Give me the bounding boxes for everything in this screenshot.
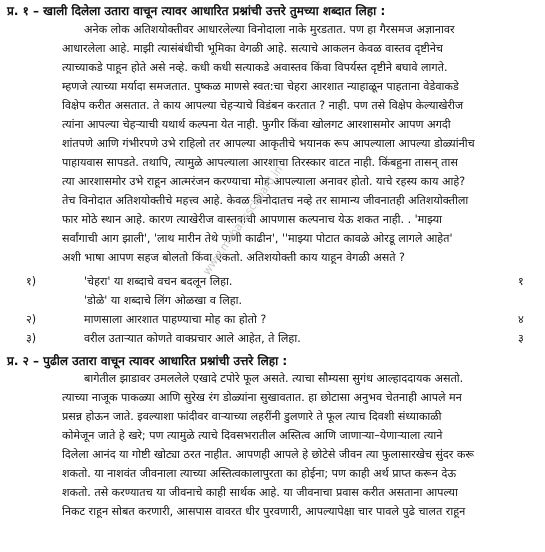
passage-1-line: त्याच्याकडे पाहून होते असे नव्हे. कधी कधी सत्याकडे अवास्तव किंवा विपर्यस्त दृष्टीने बघावे लागते. bbox=[62, 61, 448, 74]
passage-1-line: आधारलेला आहे. माझी त्यासंबंधीची भूमिका वेगळी आहे. सत्याचे आकलन केवळ वास्तव दृष्टीनेच bbox=[62, 42, 443, 55]
passage-1-line: म्हणजे त्याच्या मर्यादा समजतात. पुष्कळ माणसे स्वत:चा चेहरा आरशात न्याहाळून पाहताना वेडेवाकडे bbox=[62, 80, 459, 93]
passage-1-line: अशी भाषा आपण सहज बोलतो किंवा ऐकतो. अतिशयोक्ती काय याहून वेगळी असते ? bbox=[62, 251, 405, 264]
passage-1-line: विक्षेप करीत असतात. ते काय आपल्या चेहऱ्याचे विडंबन करतात ? नाही. पण तसे विक्षेप केल्याखेरीज bbox=[62, 99, 464, 112]
question-text: 'डोळे' या शब्दाचे लिंग ओळखा व लिहा. bbox=[84, 294, 243, 307]
question-number: १) bbox=[25, 275, 37, 288]
question-marks: ३ bbox=[518, 332, 524, 345]
passage-2-line: निकट राहून सोबत करणारी, आसपास वावरत धीर पुरवणारी, आपल्यापेक्षा चार पावले पुढे चालत राहून bbox=[62, 505, 466, 518]
passage-1-line: शांतपणे आणि गंभीरपणे उभे राहिलो तर आपल्या आकृतीचे भयानक रूप आपल्याला आपल्या डोळ्यांनीच bbox=[62, 137, 475, 150]
passage-1-line: त्या आरशासमोर उभे राहून आत्मरंजन करण्याचा मोह आपल्याला अनावर होतो. याचे रहस्य काय आहे? bbox=[62, 175, 466, 188]
passage-1-line: सर्वांगाची आग झाली', 'लाथ मारीन तेथे पाणी काढीन', ''माझ्या पोटात कावळे ओरडू लागले आहेत' bbox=[62, 232, 453, 245]
section-2-heading: प्र. २ – पुढील उतारा वाचून त्यावर आधारित प्रश्नांची उत्तरे लिहा : bbox=[7, 354, 288, 368]
passage-2-line: प्रसन्न होऊन जाते. इवल्याशा फांदीवर वाऱ्याच्या लहरींनी डुलणारे ते फूल त्याच दिवशी संध्याकाळी bbox=[62, 410, 442, 423]
passage-2-line: त्याच्या नाजूक पाकळ्या आणि सुरेख रंग डोळ्यांना सुखावतात. हा छोटासा अनुभव चेतनाही आपले मन bbox=[62, 391, 462, 404]
passage-2-line: शकतो. तसे करण्यातच या जीवनाचे काही सार्थक आहे. या जीवनाचा प्रवास करीत असताना आपल्या bbox=[62, 486, 458, 499]
question-text: 'चेहरा' या शब्दाचे वचन बदलून लिहा. bbox=[84, 275, 233, 288]
passage-1-line: तेच विनोदात अतिशयोक्तीचे महत्त्व आहे. केवळ विनोदातच नव्हे तर सामान्य जीवनातही अतिशयोक्तीला bbox=[62, 194, 469, 207]
question-text: वरील उताऱ्यात कोणते वाक्प्रचार आले आहेत, ते लिहा. bbox=[84, 332, 301, 345]
question-marks: ४ bbox=[518, 313, 524, 326]
passage-2-line: शकतो. या नाशवंत जीवनाला त्याच्या अस्तित्वकालापुरता का होईना; पण काही अर्थ प्राप्त करून देऊ bbox=[62, 467, 457, 480]
passage-1-line: त्यांना आपल्या चेहऱ्याची यथार्थ कल्पना येत नाही. फुगीर किंवा खोलगट आरशासमोर आपण अगदी bbox=[62, 118, 451, 131]
section-1-heading: प्र. १ – खाली दिलेला उतारा वाचून त्यावर आधारित प्रश्नांची उत्तरे तुमच्या शब्दात लिहा : bbox=[7, 4, 386, 18]
watermark: www.mahahsscboard.in bbox=[200, 163, 286, 278]
passage-1-line: पाहायवास सापडते. तथापि, त्यामुळे आपल्याला आरशाचा तिरस्कार वाटत नाही. किंबहुना तासन्‌ तास bbox=[62, 156, 458, 169]
question-marks: १ bbox=[518, 275, 524, 288]
question-number: २) bbox=[25, 313, 37, 326]
passage-2-line: कोमेजून जाते हे खरे; पण त्यामुळे त्याचे दिवसभरातील अस्तित्व आणि जाणाऱ्या–येणाऱ्याला त्याने bbox=[62, 429, 443, 442]
question-number: ३) bbox=[25, 332, 37, 345]
passage-1-line: अनेक लोक अतिशयोक्तीवर आधारलेल्या विनोदाला नाके मुरडतात. पण हा गैरसमज अज्ञानावर bbox=[84, 23, 455, 36]
passage-2-line: दिलेला आनंद या गोष्टी खोट्या ठरत नाहीत. आपणही आपले हे छोटेसे जीवन त्या फुलासारखेच सुंदर करू bbox=[62, 448, 474, 461]
passage-2-line: बागेतील झाडावर उमललेले एखादे टपोरे फूल असते. त्याचा सौम्यसा सुगंध आल्हाददायक असतो. bbox=[84, 372, 464, 385]
question-text: माणसाला आरशात पाहण्याचा मोह का होतो ? bbox=[84, 313, 267, 326]
passage-1-line: फार मोठे स्थान आहे. कारण त्याखेरीज वास्तवाची आपणास कल्पनाच येऊ शकत नाही. . 'माझ्या bbox=[62, 213, 443, 226]
